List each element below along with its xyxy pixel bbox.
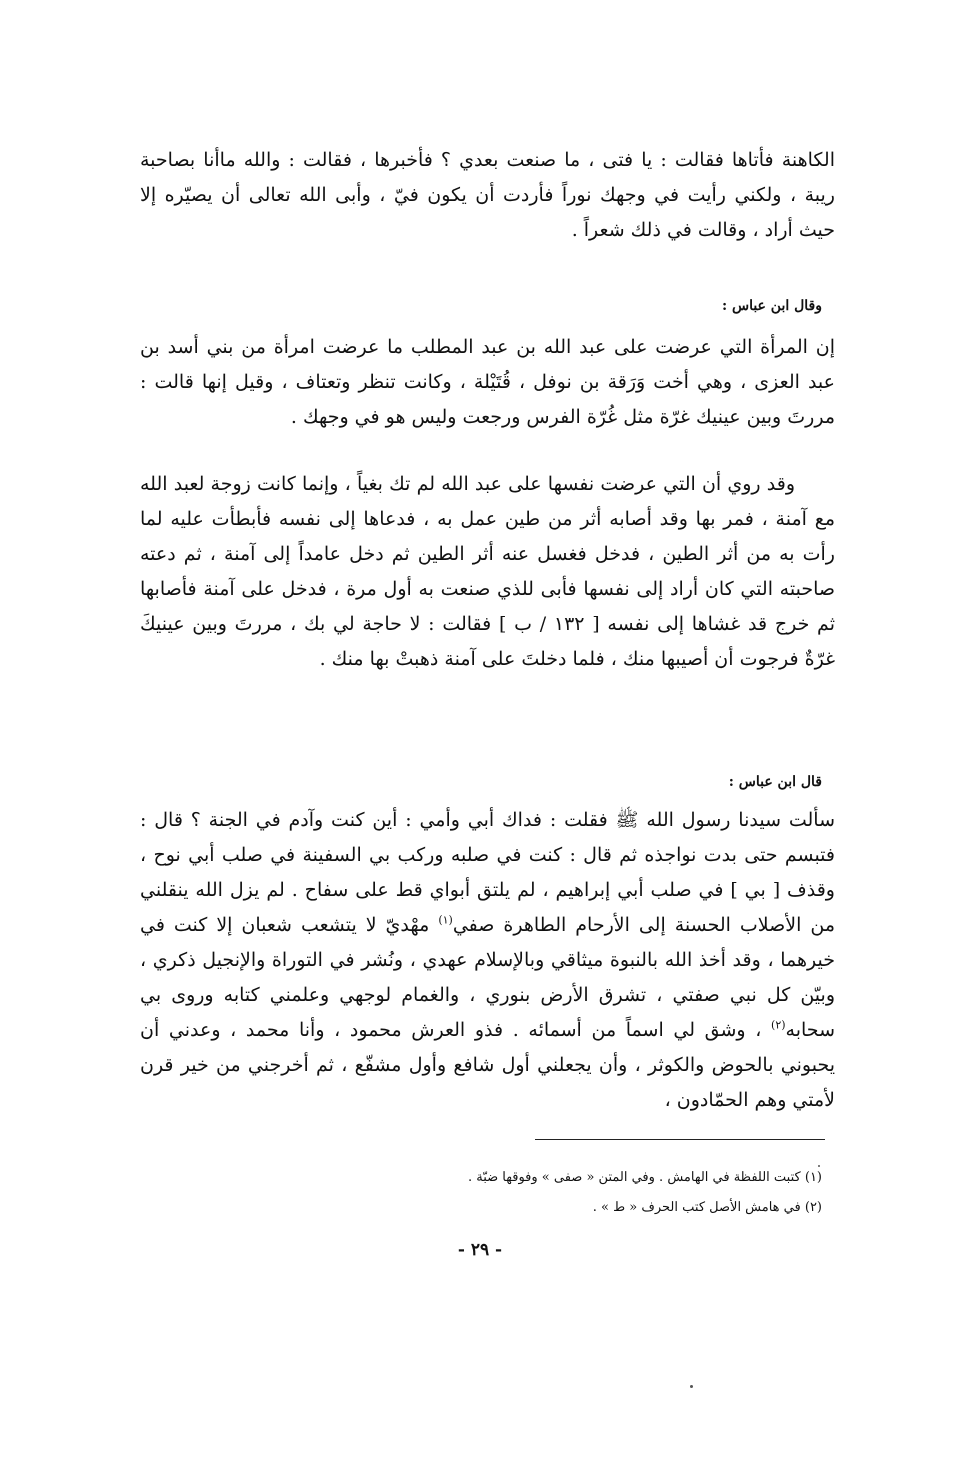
footnote-1: (١) كتبت اللفظة في الهامش . وفي المتن « صفى » وفوقها ضبّة . xyxy=(467,1170,822,1185)
footnotes xyxy=(302,1163,822,1223)
paragraph-4-part-c: ، وشق لي اسماً من أسمائه . فذو العرش محمود ، وأنا محمد ، وعدني أن يحبوني بالحوض والكوثر ، وأن يجعلني أول شافع وأول مشفّع ، ثم أخرجني من خير قرن لأمتي وهم الحمّادون ، xyxy=(140,1019,835,1111)
paragraph-4-part-a: سألت سيدنا رسول الله ﷺ فقلت : فداك أبي وأمي : أين كنت وآدم في الجنة ؟ قال : فتبسم حتى بدت نواجذه ثم قال : كنت في صلبه وركب بي السفينة في صلب أبي نوح ، وقذف [ بي ] في صلب أبي إبراهيم ، لم يلتق أبواي قط على سفاح . لم يزل الله ينقلني من الأصلاب الحسنة إلى الأرحام الطاهرة صفي xyxy=(140,809,836,936)
footnote-2: (٢) في هامش الأصل كتب الحرف « ط » . xyxy=(592,1200,822,1215)
paragraph-4-text xyxy=(140,803,835,1118)
footnote-reference-2: (٢) xyxy=(771,1018,786,1032)
paragraph-3 xyxy=(140,467,835,677)
intro-paragraph-text: الكاهنة فأتاها فقالت : يا فتى ، ما صنعت بعدي ؟ فأخبرها ، فقالت : والله ماأنا بصاحبة ريبة ، ولكني رأيت في وجهك نوراً فأردت أن يكون فيّ ، وأبى الله تعالى أن يصيّره إلا حيث أراد ، وقالت في ذلك شعراً . xyxy=(140,149,835,241)
scan-speck xyxy=(690,1385,693,1388)
paragraph-3-text: وقد روي أن التي عرضت نفسها على عبد الله لم تك بغياً ، وإنما كانت زوجة لعبد الله مع آمنة ، فمر بها وقد أصابه أثر من طين عمل به ، فدعاها إلى نفسه فأبطأت عليه لما رأت به من أثر الطين ، فدخل فغسل عنه أثر الطين ثم دخل عامداً إلى آمنة ، ثم دعته صاحبته التي كان أراد إلى نفسها فأبى للذي صنعت به أول مرة ، فدخل على آمنة فأصابها ثم خرج قد غشاها إلى نفسه [ ١٣٢ / ب ] فقالت : لا حاجة لي بك ، مررتَ وبين عينيكَ غرّةٌ فرجوت أن أصيبها منك ، فلما دخلتَ على آمنة ذهبتْ بها منك . xyxy=(140,473,835,670)
footnote-separator xyxy=(535,1139,825,1140)
intro-paragraph xyxy=(140,143,835,248)
footnote-reference-1: (١) xyxy=(438,913,453,927)
paragraph-4 xyxy=(140,803,835,1118)
section-heading-ibn-abbas-2: قال ابن عباس : xyxy=(728,774,822,790)
page-number: - ٢٩ - xyxy=(457,1240,503,1260)
section-heading-ibn-abbas-1: وقال ابن عباس : xyxy=(721,298,822,314)
paragraph-2-text: إن المرأة التي عرضت على عبد الله بن عبد المطلب ما عرضت امرأة من بني أسد بن عبد العزى ، وهي أخت وَرَقة بن نوفل ، قُتَيْلة ، وكانت تنظر وتعتاف ، وقيل إنها قالت : مررتَ وبين عينيك غرّة مثل غُرّة الفرس ورجعت وليس هو في وجهك . xyxy=(140,336,835,428)
paragraph-2 xyxy=(140,330,835,435)
scan-speck xyxy=(818,1165,820,1167)
paragraph-4-part-b: مهْديّ لا يتشعب شعبان إلا كنت في خيرهما ، وقد أخذ الله بالنبوة ميثاقي وبالإسلام عهدي ، ونُشر في التوراة والإنجيل ذكري ، وبيّن كل نبي صفتي ، تشرق الأرض بنوري ، والغمام لوجهي وعلمني كتابه وروى بي سحابه xyxy=(140,914,835,1041)
